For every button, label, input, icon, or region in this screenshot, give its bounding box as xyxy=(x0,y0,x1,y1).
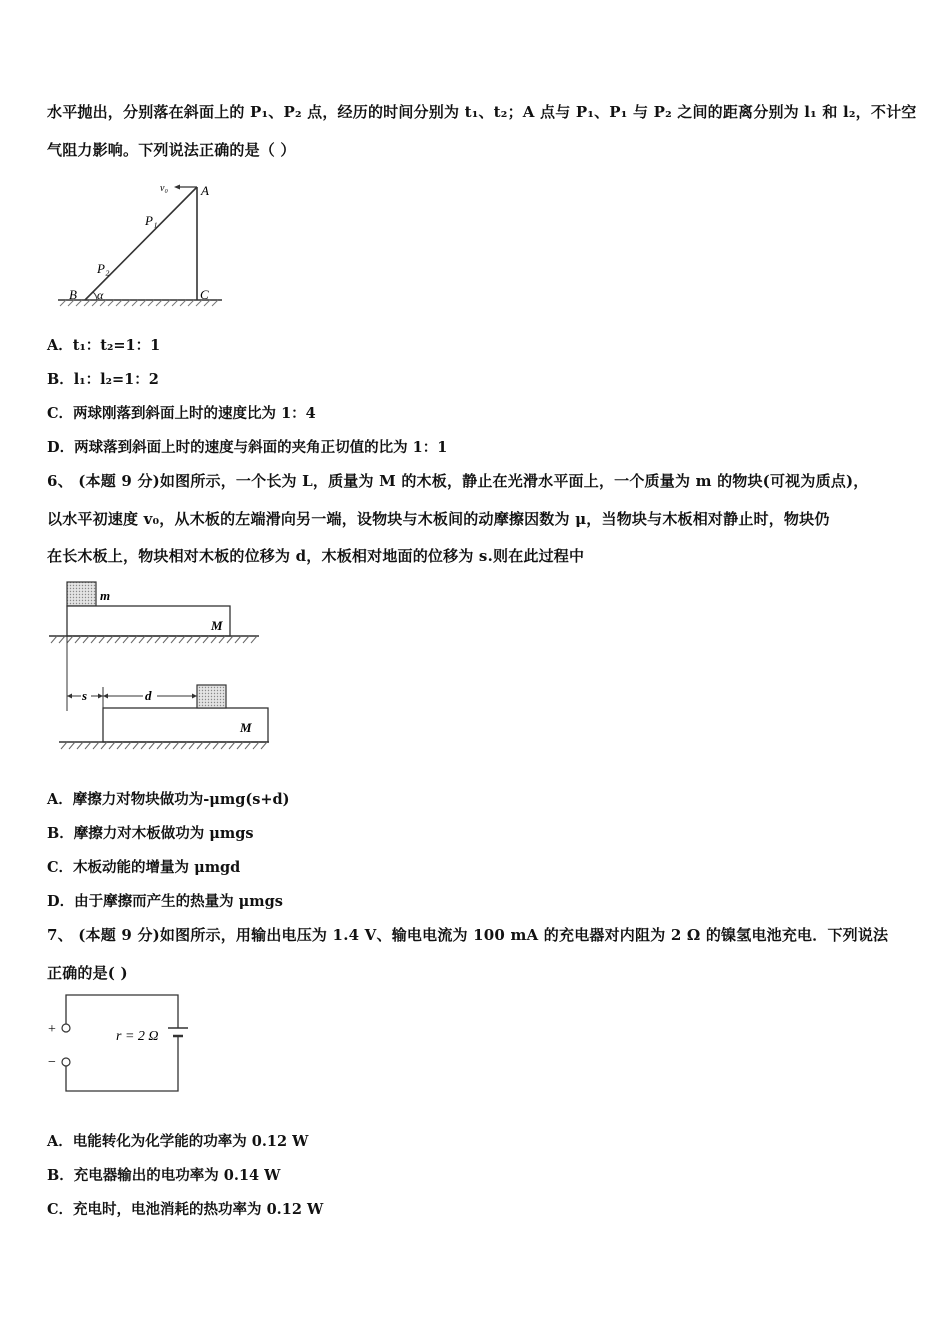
q6-option-a: A．摩擦力对物块做功为-μmg(s+d) xyxy=(47,791,290,808)
label-P2: P₂ xyxy=(97,261,110,276)
minus-terminal xyxy=(62,1058,70,1066)
label-plus: + xyxy=(48,1022,56,1037)
label-P1: P₁ xyxy=(145,213,158,228)
label-s: s xyxy=(82,688,88,703)
q6-stem-line-2: 以水平初速度 v₀，从木板的左端滑向另一端，设物块与木板间的动摩擦因数为 μ，当物块与木板相对静止时，物块仍 xyxy=(47,510,830,528)
q5-option-d: D．两球落到斜面上时的速度与斜面的夹角正切值的比为 1：1 xyxy=(47,439,448,456)
q6-stem-line-3: 在长木板上，物块相对木板的位移为 d，木板相对地面的位移为 s.则在此过程中 xyxy=(47,547,585,565)
label-B: B xyxy=(69,287,77,302)
q6-option-b: B．摩擦力对木板做功为 μmgs xyxy=(47,825,254,842)
q6-option-d: D．由于摩擦而产生的热量为 μmgs xyxy=(47,893,283,910)
label-M-bottom: M xyxy=(240,720,252,735)
q5-incline-figure xyxy=(50,175,230,310)
plus-terminal xyxy=(62,1024,70,1032)
q5-stem-line-1: 水平抛出，分别落在斜面上的 P₁、P₂ 点，经历的时间分别为 t₁、t₂；A 点与 P₁、P₁ 与 P₂ 之间的距离分别为 l₁ 和 l₂，不计空 xyxy=(47,103,917,121)
block-m-bottom xyxy=(197,685,226,708)
q5-option-a: A．t₁：t₂=1：1 xyxy=(47,337,161,354)
label-m: m xyxy=(100,588,111,603)
label-A: A xyxy=(201,183,209,198)
label-minus: − xyxy=(48,1055,56,1070)
q7-circuit-figure xyxy=(40,988,200,1098)
q7-stem-line-2: 正确的是( ) xyxy=(47,964,128,982)
q5-stem-line-2: 气阻力影响。下列说法正确的是（ ） xyxy=(47,141,296,159)
q7-option-c: C．充电时，电池消耗的热功率为 0.12 W xyxy=(47,1201,324,1218)
label-d: d xyxy=(145,688,152,703)
q6-option-c: C．木板动能的增量为 μmgd xyxy=(47,859,241,876)
block-m-top xyxy=(67,582,96,606)
q7-option-a: A．电能转化为化学能的功率为 0.12 W xyxy=(47,1133,309,1150)
label-C: C xyxy=(200,287,209,302)
incline-line xyxy=(85,187,197,300)
arrow-left-icon xyxy=(174,185,180,190)
q5-option-b: B．l₁：l₂=1：2 xyxy=(47,371,159,388)
label-M-top: M xyxy=(211,618,223,633)
board-M-top xyxy=(67,606,230,636)
label-v0: v₀ xyxy=(160,183,168,194)
q6-board-block-figure xyxy=(45,575,280,760)
q7-stem-line-1: 7、 (本题 9 分)如图所示，用输出电压为 1.4 V、输电电流为 100 mA 的充电器对内阻为 2 Ω 的镍氢电池充电．下列说法 xyxy=(47,926,889,944)
q5-option-c: C．两球刚落到斜面上时的速度比为 1：4 xyxy=(47,405,316,422)
label-alpha: α xyxy=(97,288,104,302)
q7-option-b: B．充电器输出的电功率为 0.14 W xyxy=(47,1167,281,1184)
q6-stem-line-1: 6、 (本题 9 分)如图所示，一个长为 L，质量为 M 的木板，静止在光滑水平面上，一个质量为 m 的物块(可视为质点)， xyxy=(47,472,869,490)
label-r: r = 2 Ω xyxy=(116,1029,159,1044)
